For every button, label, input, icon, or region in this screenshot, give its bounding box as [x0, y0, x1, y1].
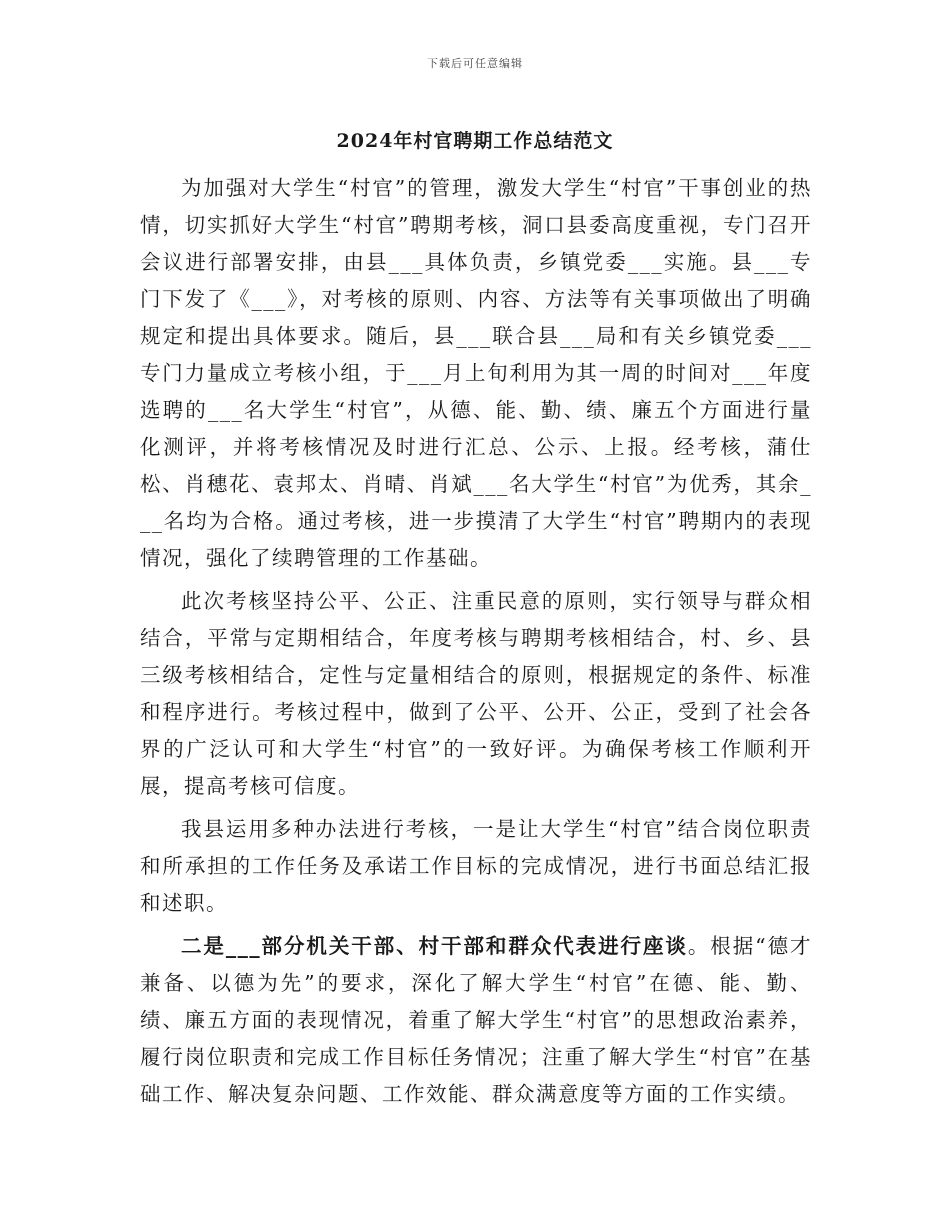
paragraph-2: 此次考核坚持公平、公正、注重民意的原则，实行领导与群众相结合，平常与定期相结合，年度考核与聘期考核相结合，村、乡、县三级考核相结合，定性与定量相结合的原则，根据规定的条件、标准和程序进行。考核过程中，做到了公平、公开、公正，受到了社会各界的广泛认可和大学生“村官”的一致好评。为确保考核工作顺利开展，提高考核可信度。: [140, 589, 812, 798]
paragraph-4-bold-lead: 二是___部分机关干部、村干部和群众代表进行座谈: [181, 934, 688, 958]
document-title: 2024年村官聘期工作总结范文: [336, 130, 614, 152]
document-body: [140, 170, 812, 1113]
paragraph-4-text: 。根据“德才兼备、以德为先”的要求，深化了解大学生“村官”在德、能、勤、绩、廉五方面的表现情况，着重了解大学生“村官”的思想政治素养，履行岗位职责和完成工作目标任务情况；注重了解大学生“村官”在基础工作、解决复杂问题、工作效能、群众满意度等方面的工作实绩。: [140, 934, 813, 1106]
header-note: 下载后可任意编辑: [427, 57, 523, 70]
paragraph-1: 为加强对大学生“村官”的管理，激发大学生“村官”干事创业的热情，切实抓好大学生“村官”聘期考核，洞口县委高度重视，专门召开会议进行部署安排，由县___具体负责，乡镇党委___实施。县___专门下发了《___》，对考核的原则、内容、方法等有关事项做出了明确规定和提出具体要求。随后，县___联合县___局和有关乡镇党委___专门力量成立考核小组，于___月上旬利用为其一周的时间对___年度选聘的___名大学生“村官”，从德、能、勤、绩、廉五个方面进行量化测评，并将考核情况及时进行汇总、公示、上报。经考核，蒲仕松、肖穗花、袁邦太、肖晴、肖斌___名大学生“村官”为优秀，其余___名均为合格。通过考核，进一步摸清了大学生“村官”聘期内的表现情况，强化了续聘管理的工作基础。: [140, 176, 812, 570]
paragraph-4: [140, 928, 812, 1113]
paragraph-3: 我县运用多种办法进行考核，一是让大学生“村官”结合岗位职责和所承担的工作任务及承诺工作目标的完成情况，进行书面总结汇报和述职。: [140, 817, 812, 915]
